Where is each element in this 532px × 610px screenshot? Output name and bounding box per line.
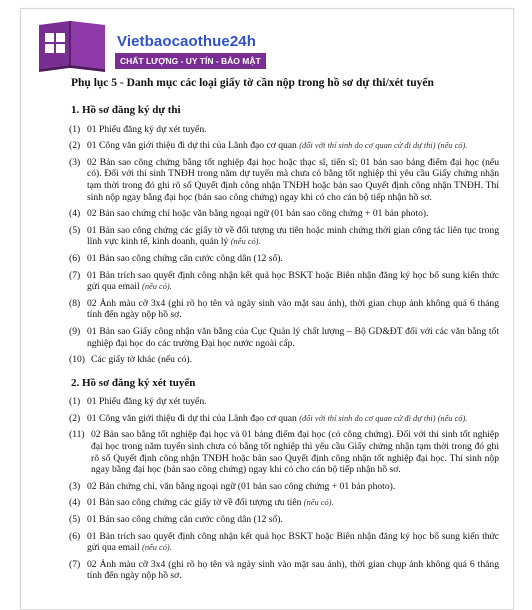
section-title: 1. Hồ sơ đăng ký dự thi [71, 104, 181, 116]
item-main-text: 01 Bản sao công chứng căn cước công dân (12 số). [87, 252, 283, 264]
item-number: (3) [69, 156, 81, 168]
item-text [87, 225, 499, 248]
list-item [69, 140, 499, 152]
list-item [69, 531, 499, 554]
item-note: (nếu có). [142, 543, 172, 553]
list-item [69, 354, 499, 366]
item-main-text: 02 Bản chứng chỉ, văn bằng ngoại ngữ (01 bản sao công chứng + 01 bản photo). [87, 480, 396, 492]
item-text [87, 253, 499, 265]
item-number: (10) [69, 354, 85, 366]
requirements-list [69, 124, 499, 366]
list-item [69, 157, 499, 203]
item-number: (2) [69, 140, 81, 152]
book-logo-icon [35, 19, 109, 73]
item-number: (6) [69, 252, 81, 264]
item-main-text: 01 Bản sao công chứng các giấy tờ về đối tượng ưu tiên [87, 497, 302, 509]
item-number: (5) [69, 224, 81, 236]
section-title: 2. Hồ sơ đăng ký xét tuyển [71, 376, 196, 389]
item-main-text: 01 Phiếu đăng ký dự xét tuyển. [87, 396, 207, 408]
item-main-text: 02 Bản sao chứng chỉ hoặc văn bằng ngoại ngữ (01 bản sao công chứng + 01 bản photo). [87, 208, 429, 220]
item-main-text: 01 Công văn giới thiệu đi dự thi của Lãnh đạo cơ quan [87, 140, 297, 152]
list-item [69, 124, 499, 136]
document-page [20, 8, 514, 610]
item-number: (4) [69, 208, 81, 220]
item-number: (5) [69, 514, 81, 526]
item-text [91, 429, 499, 475]
section-admission-application [69, 378, 499, 582]
item-main-text: 02 Bản sao công chứng bằng tốt nghiệp đại học hoặc thạc sĩ, tiến sĩ; 01 bản sao bảng điểm đại học (nếu có). Đối với thí sinh TNĐH trong năm dự tuyển mà chưa có bằng tốt nghiệp thì yêu cầu Giấy chứng nhận tạm thời trong đó ghi rõ số Quyết định công nhận TNĐH hoặc bản sao Quyết định công nhận TNĐH. Thí sinh nộp ngay bằng đại học (bản sao công chứng) ngay khi có cho cán bộ tiếp nhận hồ sơ. [87, 156, 499, 203]
item-text [87, 140, 499, 152]
list-item [69, 326, 499, 349]
requirements-list [69, 396, 499, 582]
brand-tagline: CHẤT LƯỢNG - UY TÍN - BẢO MẬT [115, 53, 266, 69]
item-note: (đối với thí sinh do cơ quan cử đi dự thi) (nếu có). [299, 413, 468, 423]
item-text [87, 559, 499, 582]
item-text [87, 396, 499, 408]
item-text [87, 514, 499, 526]
item-text [87, 531, 499, 554]
item-main-text: 01 Bản trích sao quyết định công nhận kết quả học BSKT hoặc Biên nhận đăng ký học bổ sung kiến thức gửi qua email [87, 530, 499, 554]
item-note: (đối với thí sinh do cơ quan cử đi dự thi) (nếu có). [299, 141, 468, 151]
item-main-text: 02 Ảnh màu cỡ 3x4 (ghi rõ họ tên và ngày sinh vào mặt sau ảnh), thời gian chụp ảnh không quá 6 tháng tính đến ngày nộp hồ sơ. [87, 297, 499, 321]
item-main-text: 01 Bản sao Giấy công nhận văn bằng của Cục Quản lý chất lượng – Bộ GD&ĐT đối với các văn bằng tốt nghiệp đại học do các trường Đại học nước ngoài cấp. [87, 325, 499, 349]
item-text [87, 326, 499, 349]
item-text [87, 497, 499, 509]
document-body [69, 105, 499, 587]
item-text [87, 124, 499, 136]
appendix-heading: Phụ lục 5 - Danh mục các loại giấy tờ cần nộp trong hồ sơ dự thi/xét tuyển [71, 77, 434, 89]
list-item [69, 481, 499, 493]
item-main-text: 01 Bản trích sao quyết định công nhận kết quả học BSKT hoặc Biên nhận đăng ký học bổ sung kiến thức gửi qua email [87, 269, 499, 293]
item-text [91, 354, 499, 366]
list-item [69, 429, 499, 475]
item-text [87, 413, 499, 425]
item-main-text: Các giấy tờ khác (nếu có). [91, 354, 192, 366]
item-number: (1) [69, 123, 81, 135]
item-number: (11) [69, 429, 85, 441]
item-main-text: 01 Công văn giới thiệu đi dự thi của Lãnh đạo cơ quan [87, 412, 297, 424]
item-number: (7) [69, 269, 81, 281]
list-item [69, 225, 499, 248]
item-number: (4) [69, 497, 81, 509]
item-number: (7) [69, 558, 81, 570]
list-item [69, 298, 499, 321]
item-number: (3) [69, 480, 81, 492]
item-number: (1) [69, 396, 81, 408]
list-item [69, 559, 499, 582]
item-note: (nếu có). [230, 237, 261, 247]
item-number: (6) [69, 530, 81, 542]
item-text [87, 157, 499, 203]
item-text [87, 208, 499, 220]
list-item [69, 396, 499, 408]
item-main-text: 02 Bản sao bằng tốt nghiệp đại học và 01 bảng điểm đại học (có công chứng). Đối với thí sinh tốt nghiệp đại học trong năm tuyển sinh chưa có bằng tốt nghiệp thì yêu cầu Giấy chứng nhận tạm thời trong đó ghi rõ số Quyết định công nhận TNĐH hoặc bản sao Quyết định công nhận tốt nghiệp đại học. Thí sinh nộp ngay bằng đại học (bản sao công chứng) ngay khi có cho cán bộ tiếp nhận hồ sơ. [91, 429, 499, 476]
item-text [87, 298, 499, 321]
list-item [69, 413, 499, 425]
item-text [87, 270, 499, 293]
list-item [69, 208, 499, 220]
item-main-text: 01 Bản sao công chứng căn cước công dân (12 số). [87, 514, 283, 526]
list-item [69, 270, 499, 293]
item-main-text: 02 Ảnh màu cỡ 3x4 (ghi rõ họ tên và ngày sinh vào mặt sau ảnh), thời gian chụp ảnh không quá 6 tháng tính đến ngày nộp hồ sơ. [87, 558, 499, 582]
item-number: (8) [69, 297, 81, 309]
list-item [69, 497, 499, 509]
item-main-text: 01 Bản sao công chứng các giấy tờ về đối tượng ưu tiên hoặc minh chứng thời gian công tác liên tục trong lĩnh vực kinh tế, kinh doanh, quản lý [87, 224, 499, 248]
list-item [69, 253, 499, 265]
item-main-text: 01 Phiếu đăng ký dự xét tuyển. [87, 123, 207, 135]
site-logo[interactable] [35, 19, 261, 73]
list-item [69, 514, 499, 526]
item-number: (2) [69, 412, 81, 424]
section-exam-application [69, 105, 499, 366]
brand-name: Vietbaocaothue24h [117, 33, 256, 50]
item-note: (nếu có). [303, 498, 334, 508]
item-number: (9) [69, 325, 81, 337]
item-note: (nếu có). [142, 282, 172, 292]
item-text [87, 481, 499, 493]
